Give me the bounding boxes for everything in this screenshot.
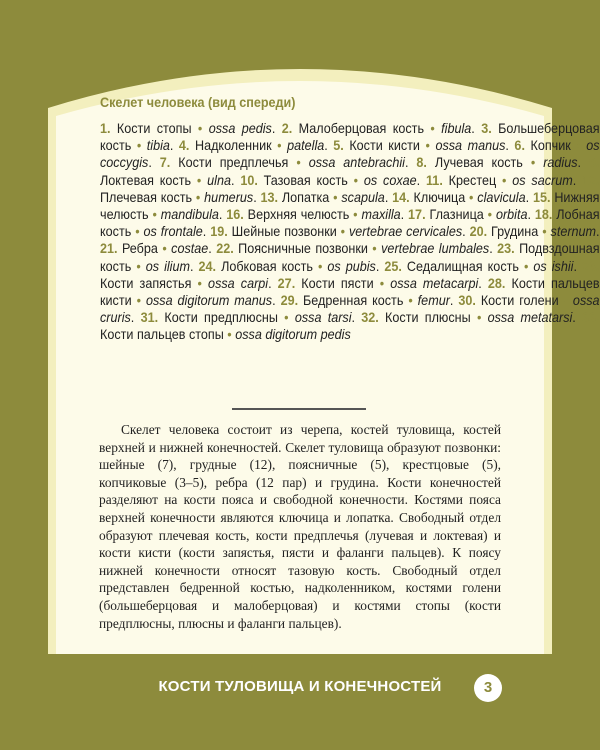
legend-bullet: • bbox=[570, 137, 587, 154]
legend-latin-name: os coccygis bbox=[100, 137, 600, 171]
legend-latin-name: ossa carpi bbox=[208, 274, 269, 291]
page-number-badge: 3 bbox=[474, 674, 502, 702]
legend-item: 19. Шейные позвонки • vertebrae cervicales. bbox=[210, 223, 470, 240]
legend-item: 24. Лобковая кость • os pubis. bbox=[198, 257, 385, 274]
legend-bullet: • bbox=[349, 206, 362, 223]
legend-number: 20. bbox=[469, 223, 488, 240]
legend-bullet: • bbox=[277, 309, 295, 326]
legend-bullet: • bbox=[271, 137, 288, 154]
legend-number: 12. bbox=[582, 171, 600, 188]
legend-russian-name: Кости предплечья bbox=[178, 154, 289, 171]
legend-number: 26. bbox=[581, 257, 600, 274]
legend-latin-name: ossa pedis bbox=[208, 120, 272, 136]
legend-item: 10. Тазовая кость • os coxae. bbox=[240, 171, 426, 188]
legend-item: 17. Глазница • orbita. bbox=[408, 206, 535, 223]
legend-russian-name: Шейные позвонки bbox=[231, 223, 337, 240]
legend-bullet: • bbox=[518, 257, 534, 274]
bone-legend bbox=[100, 120, 600, 344]
legend-latin-name: ossa metatarsi bbox=[487, 309, 573, 326]
legend-latin-name: mandibula bbox=[160, 206, 219, 223]
legend-russian-name: Копчик bbox=[530, 137, 571, 154]
legend-russian-name: Малоберцовая кость bbox=[298, 120, 425, 136]
legend-number: 6. bbox=[514, 137, 525, 154]
legend-bullet: • bbox=[424, 120, 442, 136]
legend-item: 5. Кости кисти • ossa manus. bbox=[333, 137, 515, 154]
section-divider bbox=[232, 408, 366, 410]
legend-russian-name: Кости стопы bbox=[116, 120, 192, 136]
legend-bullet: • bbox=[558, 292, 573, 309]
legend-latin-name: ossa digitorum manus bbox=[145, 292, 273, 309]
legend-bullet: • bbox=[367, 240, 382, 257]
legend-latin-name: ossa digitorum pedis bbox=[235, 326, 351, 343]
legend-latin-name: os coxae bbox=[363, 171, 417, 188]
legend-item: 28. Кости пальцев кисти • ossa digitorum manus. bbox=[100, 274, 600, 309]
legend-russian-name: Кости запястья bbox=[100, 274, 192, 291]
legend-item: 8. Лучевая кость • radius. bbox=[416, 154, 590, 171]
legend-bullet: • bbox=[336, 223, 350, 240]
legend-item: 21. Ребра • costae. bbox=[100, 240, 217, 257]
legend-bullet: • bbox=[312, 257, 328, 274]
legend-russian-name: Лопатка bbox=[281, 188, 330, 205]
legend-russian-name: Кости пясти bbox=[301, 274, 374, 291]
legend-item: 16. Верхняя челюсть • maxilla. bbox=[226, 206, 409, 223]
legend-number: 14. bbox=[392, 188, 410, 205]
legend-item: 9. Локтевая кость • ulna. bbox=[100, 154, 600, 188]
legend-russian-name: Ключица bbox=[413, 188, 466, 205]
page-title: Скелет человека (вид спереди) bbox=[100, 94, 296, 110]
legend-bullet: • bbox=[148, 206, 161, 223]
legend-number: 11. bbox=[425, 171, 443, 188]
legend-latin-name: maxilla bbox=[361, 206, 401, 223]
legend-number: 30. bbox=[458, 292, 476, 309]
legend-number: 28. bbox=[487, 274, 506, 291]
legend-bullet: • bbox=[223, 326, 236, 343]
legend-item: 31. Кости предплюсны • ossa tarsi. bbox=[140, 309, 362, 326]
legend-bullet: • bbox=[192, 188, 205, 205]
legend-number: 10. bbox=[240, 171, 258, 188]
legend-number: 16. bbox=[226, 206, 244, 223]
legend-number: 33. bbox=[582, 309, 600, 326]
legend-bullet: • bbox=[522, 154, 544, 171]
legend-latin-name: os ilium bbox=[145, 257, 190, 274]
legend-bullet: • bbox=[131, 257, 146, 274]
legend-bullet: • bbox=[496, 171, 513, 188]
legend-item: 2. Малоберцовая кость • fibula. bbox=[281, 120, 482, 136]
legend-number: 19. bbox=[210, 223, 228, 240]
legend-bullet: • bbox=[373, 274, 391, 291]
legend-russian-name: Лобная кость bbox=[100, 206, 600, 240]
legend-bullet: • bbox=[403, 292, 418, 309]
legend-number: 3. bbox=[481, 120, 492, 136]
legend-bullet: • bbox=[131, 137, 147, 154]
legend-bullet: • bbox=[131, 292, 146, 309]
legend-number: 24. bbox=[198, 257, 217, 274]
legend-item: 23. Подвздошная кость • os ilium. bbox=[100, 240, 600, 274]
legend-bullet: • bbox=[465, 188, 478, 205]
legend-item: 22. Поясничные позвонки • vertebrae lumbales. bbox=[216, 240, 498, 257]
legend-number: 27. bbox=[277, 274, 296, 291]
legend-russian-name: Крестец bbox=[448, 171, 497, 188]
legend-number: 29. bbox=[280, 292, 299, 309]
legend-latin-name: os ishii bbox=[533, 257, 574, 274]
legend-bullet: • bbox=[538, 223, 551, 240]
legend-item: 29. Бедренная кость • femur. bbox=[280, 292, 459, 309]
legend-number: 25. bbox=[384, 257, 402, 274]
legend-russian-name: Плечевая кость bbox=[100, 188, 193, 205]
legend-russian-name: Грудина bbox=[491, 223, 539, 240]
legend-russian-name: Подвздошная кость bbox=[100, 240, 600, 274]
legend-number: 2. bbox=[281, 120, 293, 136]
legend-latin-name: os frontale bbox=[143, 223, 203, 240]
legend-latin-name: ossa cruris bbox=[100, 292, 600, 326]
legend-number: 5. bbox=[333, 137, 344, 154]
legend-latin-name: tibia bbox=[146, 137, 170, 154]
legend-latin-name: ossa manus bbox=[435, 137, 506, 154]
legend-number: 8. bbox=[416, 154, 427, 171]
legend-russian-name: Лучевая кость bbox=[434, 154, 523, 171]
legend-number: 18. bbox=[534, 206, 553, 223]
legend-latin-name: fibula bbox=[441, 120, 472, 136]
legend-number: 31. bbox=[140, 309, 159, 326]
legend-latin-name: os pubis bbox=[327, 257, 376, 274]
legend-item: 20. Грудина • sternum. bbox=[469, 223, 600, 240]
legend-bullet: • bbox=[288, 154, 309, 171]
legend-latin-name: ossa tarsi bbox=[294, 309, 352, 326]
legend-item: 1. Кости стопы • ossa pedis. bbox=[100, 120, 282, 136]
legend-latin-name: ossa antebrachii bbox=[308, 154, 405, 171]
legend-bullet: • bbox=[329, 188, 342, 205]
legend-russian-name: Кости предплюсны bbox=[164, 309, 278, 326]
legend-item: 11. Крестец • os sacrum. bbox=[425, 171, 583, 188]
legend-number: 15. bbox=[532, 188, 551, 205]
legend-item: 25. Седалищная кость • os ishii. bbox=[384, 257, 582, 274]
legend-item: 7. Кости предплечья • ossa antebrachii. bbox=[159, 154, 417, 171]
legend-number: 22. bbox=[216, 240, 234, 257]
legend-bullet: • bbox=[483, 206, 496, 223]
legend-russian-name: Большеберцовая кость bbox=[100, 120, 600, 154]
legend-item: 18. Лобная кость • os frontale. bbox=[100, 206, 600, 240]
legend-latin-name: clavicula bbox=[477, 188, 526, 205]
legend-bullet: • bbox=[470, 309, 488, 326]
legend-latin-name: ossa metacarpi bbox=[390, 274, 479, 291]
legend-russian-name: Бедренная кость bbox=[303, 292, 404, 309]
legend-latin-name: radius bbox=[543, 154, 578, 171]
legend-number: 4. bbox=[178, 137, 190, 154]
legend-latin-name: humerus bbox=[204, 188, 254, 205]
legend-russian-name: Лобковая кость bbox=[221, 257, 313, 274]
legend-item: 3. Большеберцовая кость • tibia. bbox=[100, 120, 600, 154]
body-paragraph: Скелет человека состоит из черепа, костей туловища, костей верхней и нижней конечностей. Скелет туловища образуют позвонки: шейные (7), грудные (12), поясничные (5), крестцовые (5), копчиковые (3–5), ребра (12 пар) и грудина. Кости конечностей разделяют на кости пояса и свободной конечности. Костями пояса верхней конечности являются ключица и лопатка. Свободный отдел образуют плечевая кость, кости предплечья (лучевая и локтевая) и кости кисти (кости запястья, пясти и фаланги пальцев). К поясу нижней конечности относят тазовую кость. Свободный отдел представлен бедренной костью, надколенником, костями голени (большеберцовая и малоберцовая) и костями стопы (кости предплюсны, плюсны и фаланги пальцев). bbox=[99, 422, 501, 631]
legend-number: 7. bbox=[159, 154, 171, 171]
legend-latin-name: vertebrae cervicales bbox=[349, 223, 463, 240]
legend-latin-name: costae bbox=[171, 240, 209, 257]
legend-latin-name: os sacrum bbox=[512, 171, 573, 188]
legend-item: 13. Лопатка • scapula. bbox=[260, 188, 393, 205]
legend-russian-name: Кости плюсны bbox=[385, 309, 471, 326]
legend-item: 15. Нижняя челюсть • mandibula. bbox=[100, 188, 600, 223]
legend-russian-name: Ребра bbox=[121, 240, 158, 257]
legend-latin-name: ulna bbox=[207, 171, 231, 188]
legend-item: 30. Кости голени • ossa cruris. bbox=[100, 292, 600, 326]
legend-number: 1. bbox=[100, 120, 111, 136]
legend-russian-name: Локтевая кость bbox=[100, 171, 192, 188]
legend-bullet: • bbox=[191, 171, 208, 188]
legend-russian-name: Глазница bbox=[429, 206, 484, 223]
legend-number: 32. bbox=[361, 309, 379, 326]
legend-bullet: • bbox=[131, 223, 144, 240]
legend-russian-name: Седалищная кость bbox=[406, 257, 519, 274]
legend-russian-name: Кости пальцев кисти bbox=[100, 274, 600, 309]
legend-item: 32. Кости плюсны • ossa metatarsi. bbox=[361, 309, 583, 326]
footer-title: КОСТИ ТУЛОВИЩА И КОНЕЧНОСТЕЙ bbox=[158, 678, 442, 695]
legend-latin-name: patella bbox=[287, 137, 325, 154]
legend-latin-name: sternum bbox=[550, 223, 597, 240]
legend-item: 27. Кости пясти • ossa metacarpi. bbox=[277, 274, 488, 291]
legend-item: 4. Надколенник • patella. bbox=[178, 137, 334, 154]
legend-russian-name: Надколенник bbox=[194, 137, 272, 154]
legend-bullet: • bbox=[419, 137, 436, 154]
legend-russian-name: Поясничные позвонки bbox=[238, 240, 368, 257]
legend-item: 14. Ключица • clavicula. bbox=[392, 188, 533, 205]
legend-russian-name: Кости пальцев стопы bbox=[100, 326, 224, 343]
legend-number: 21. bbox=[100, 240, 118, 257]
legend-bullet: • bbox=[347, 171, 364, 188]
legend-bullet: • bbox=[191, 120, 209, 136]
legend-item: 6. Копчик • os coccygis. bbox=[100, 137, 600, 171]
legend-number: 13. bbox=[260, 188, 279, 205]
legend-number: 9. bbox=[589, 154, 600, 171]
legend-item: 26. Кости запястья • ossa carpi. bbox=[100, 257, 600, 291]
legend-russian-name: Нижняя челюсть bbox=[100, 188, 600, 223]
legend-number: 17. bbox=[408, 206, 426, 223]
legend-bullet: • bbox=[157, 240, 172, 257]
legend-russian-name: Верхняя челюсть bbox=[247, 206, 350, 223]
legend-latin-name: femur bbox=[417, 292, 450, 309]
legend-latin-name: scapula bbox=[341, 188, 385, 205]
legend-russian-name: Кости голени bbox=[480, 292, 559, 309]
legend-item: 12. Плечевая кость • humerus. bbox=[100, 171, 600, 205]
legend-latin-name: orbita bbox=[495, 206, 528, 223]
legend-russian-name: Тазовая кость bbox=[263, 171, 348, 188]
legend-latin-name: vertebrae lumbales bbox=[381, 240, 490, 257]
legend-russian-name: Кости кисти bbox=[349, 137, 420, 154]
legend-bullet: • bbox=[191, 274, 209, 291]
legend-number: 23. bbox=[497, 240, 515, 257]
